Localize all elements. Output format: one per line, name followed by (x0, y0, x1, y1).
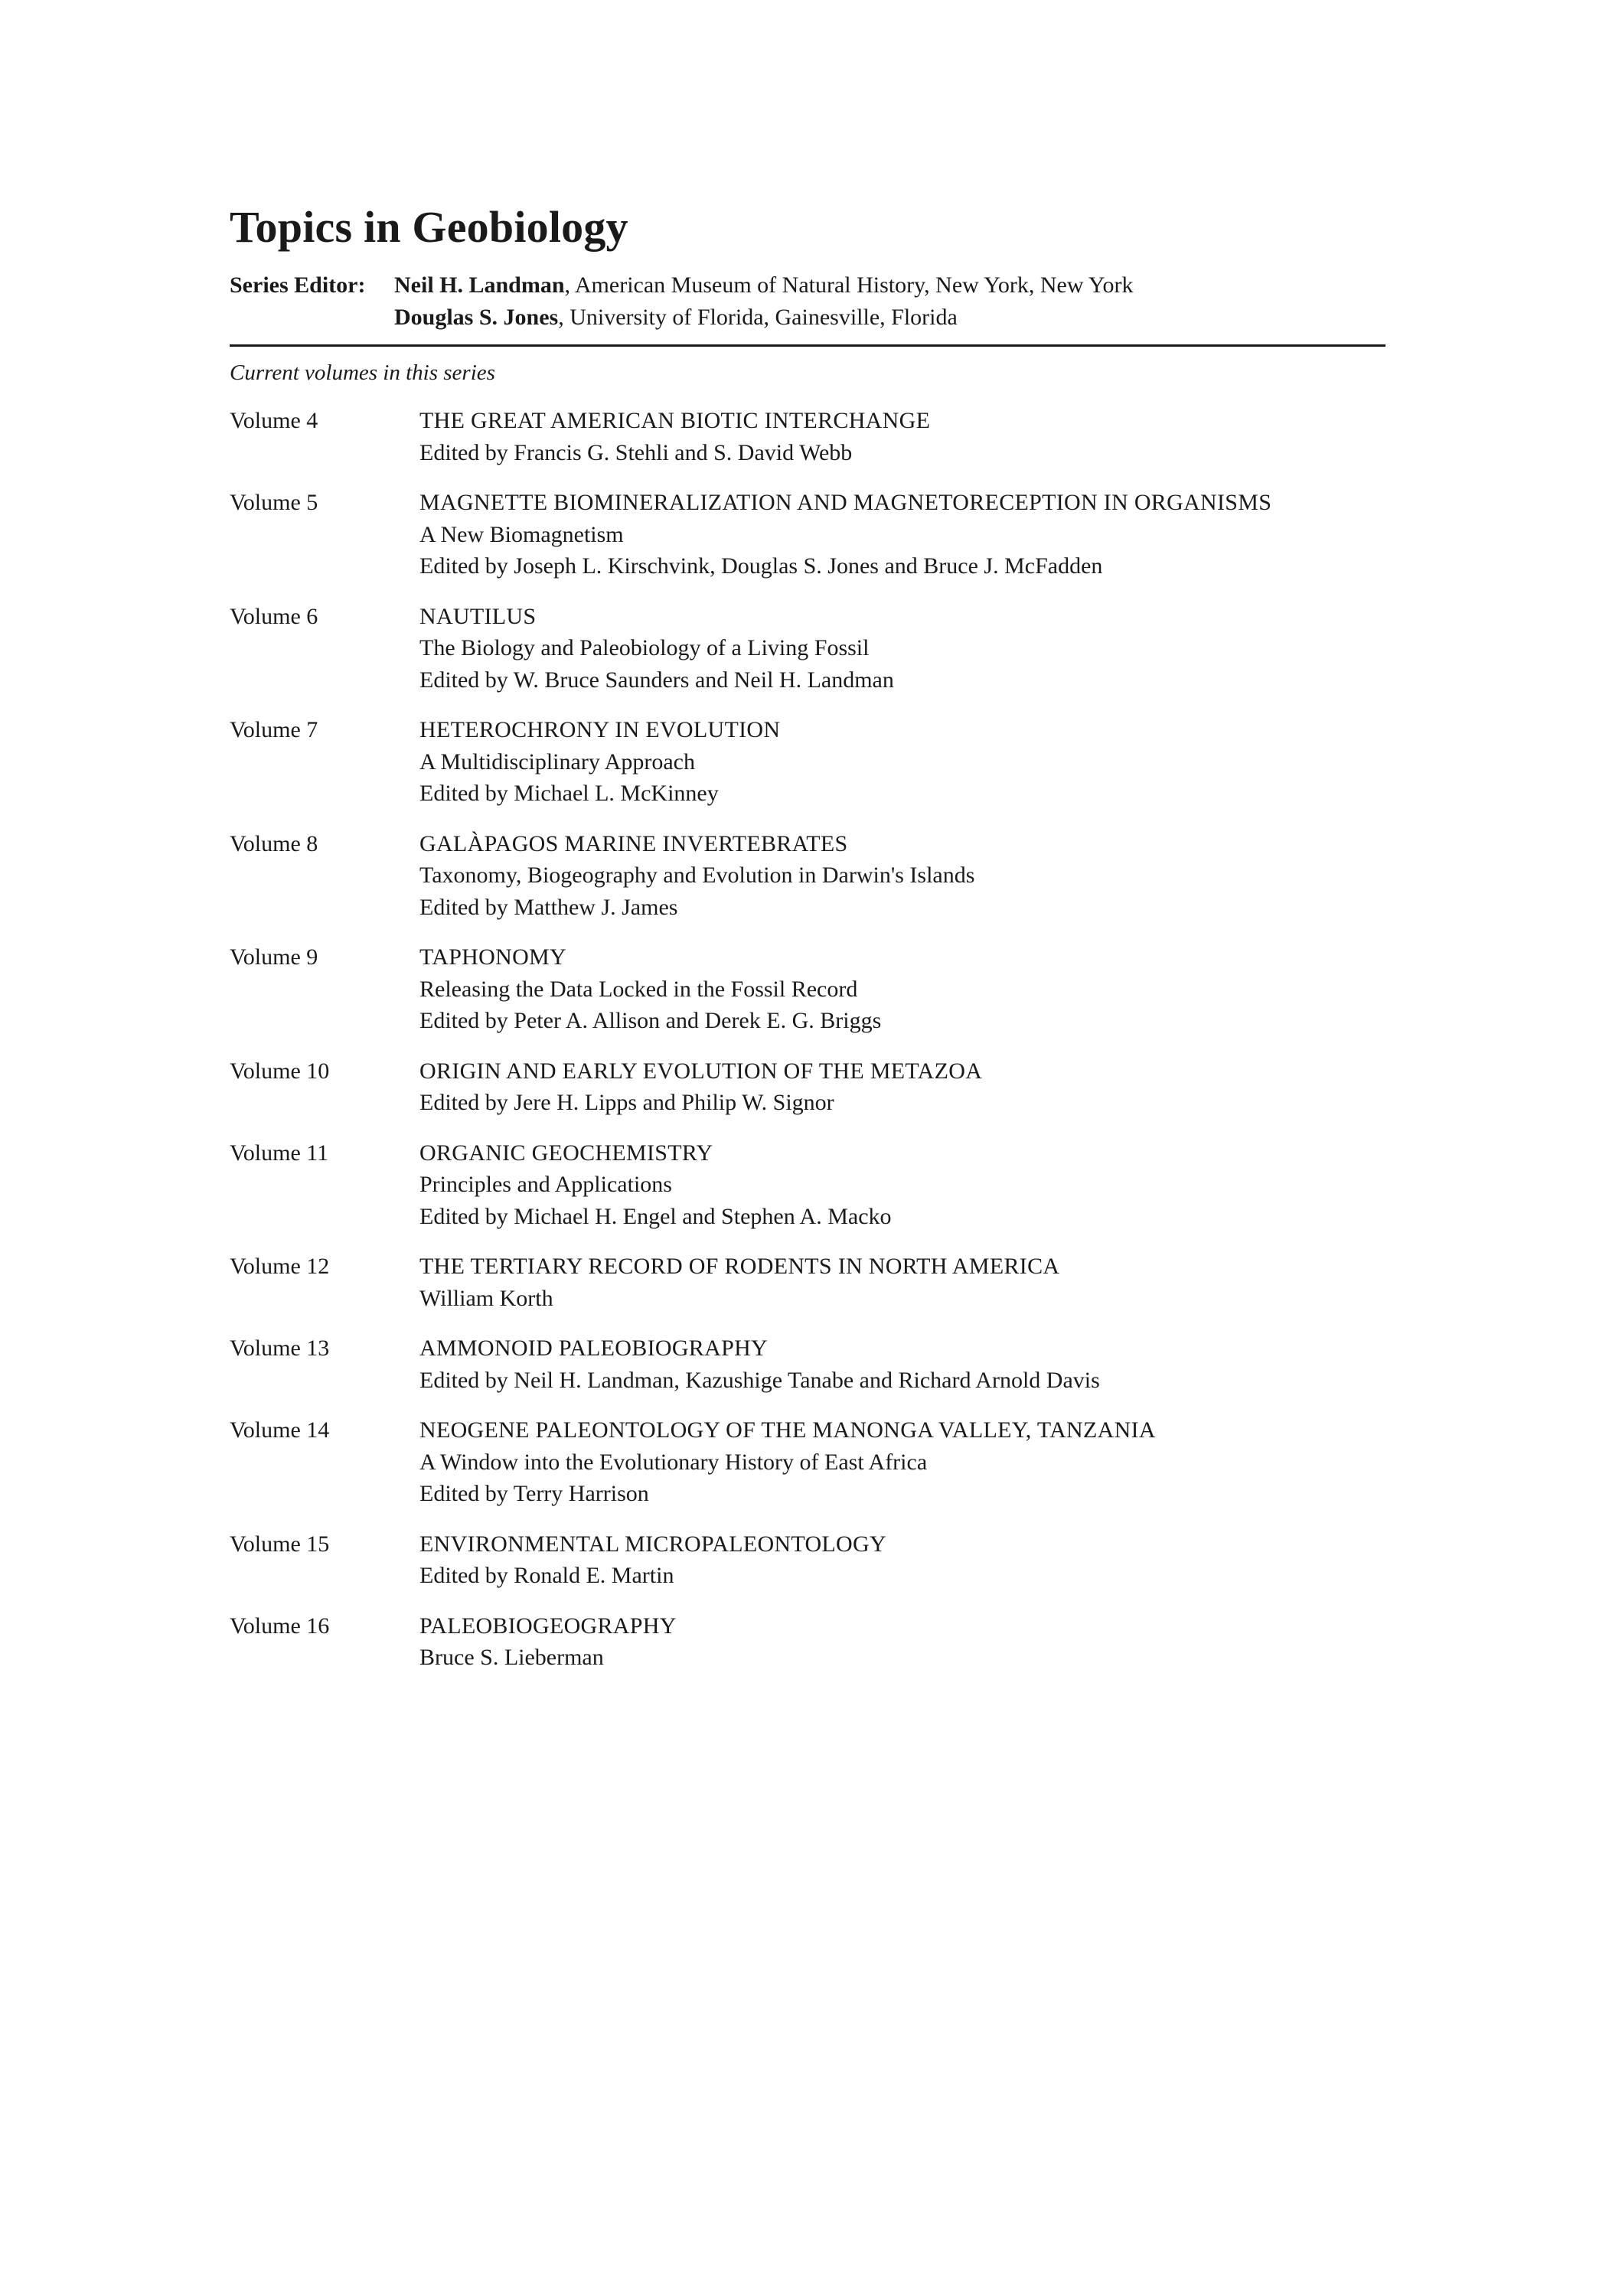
volume-details (419, 1251, 1385, 1314)
volume-details (419, 1332, 1385, 1396)
series-title: Topics in Geobiology (230, 202, 628, 252)
volume-number: Volume 16 (230, 1613, 330, 1639)
volume-details (419, 1528, 1385, 1592)
volume-entry (230, 1528, 1385, 1592)
volume-number: Volume 10 (230, 1058, 330, 1084)
volume-number: Volume 14 (230, 1417, 330, 1443)
volume-number: Volume 4 (230, 408, 318, 433)
volume-number: Volume 8 (230, 830, 318, 856)
volume-credit: Edited by Jere H. Lipps and Philip W. Signor (419, 1090, 834, 1115)
volume-credit: Edited by Joseph L. Kirschvink, Douglas S. Jones and Bruce J. McFadden (419, 553, 1103, 579)
volume-details (419, 1137, 1385, 1233)
volume-entry (230, 828, 1385, 924)
volume-entry (230, 601, 1385, 696)
volume-number: Volume 11 (230, 1140, 329, 1166)
volume-subtitle: Taxonomy, Biogeography and Evolution in Darwin's Islands (419, 863, 975, 888)
volume-credit: William Korth (419, 1285, 553, 1311)
volume-details (419, 1055, 1385, 1119)
volume-number: Volume 7 (230, 717, 318, 742)
editor-line-1 (230, 269, 1385, 302)
volume-title: THE TERTIARY RECORD OF RODENTS IN NORTH AMERICA (419, 1254, 1060, 1279)
series-editor-label: Series Editor: (230, 272, 366, 298)
volume-list (230, 405, 1385, 1674)
volume-entry (230, 1414, 1385, 1510)
volume-credit: Edited by Francis G. Stehli and S. David Webb (419, 439, 853, 465)
volume-credit: Edited by Peter A. Allison and Derek E. G. Briggs (419, 1008, 882, 1033)
volume-number: Volume 12 (230, 1254, 330, 1279)
editor-name: Neil H. Landman (394, 272, 565, 298)
volume-entry (230, 714, 1385, 810)
volume-subtitle: Releasing the Data Locked in the Fossil Record (419, 976, 858, 1002)
volume-title: THE GREAT AMERICAN BIOTIC INTERCHANGE (419, 408, 931, 433)
volume-entry (230, 941, 1385, 1037)
volume-subtitle: The Biology and Paleobiology of a Living Fossil (419, 635, 870, 660)
volume-credit: Edited by Terry Harrison (419, 1481, 649, 1506)
volume-entry (230, 1137, 1385, 1233)
editor-line-2 (230, 302, 1385, 334)
volume-details (419, 1414, 1385, 1510)
volume-credit: Edited by Matthew J. James (419, 894, 678, 920)
volume-subtitle: A New Biomagnetism (419, 521, 624, 547)
volume-title: HETEROCHRONY IN EVOLUTION (419, 717, 781, 742)
series-page (230, 202, 1385, 1692)
volume-entry (230, 1251, 1385, 1314)
volume-title: GALÀPAGOS MARINE INVERTEBRATES (419, 830, 848, 856)
volume-details (419, 828, 1385, 924)
series-editors (230, 269, 1385, 334)
volume-title: ENVIRONMENTAL MICROPALEONTOLOGY (419, 1531, 886, 1557)
volume-entry (230, 405, 1385, 468)
current-volumes-caption: Current volumes in this series (230, 360, 495, 385)
divider-rule (230, 344, 1385, 347)
volume-number: Volume 9 (230, 944, 318, 970)
volume-title: ORIGIN AND EARLY EVOLUTION OF THE METAZOA (419, 1058, 983, 1084)
volume-number: Volume 6 (230, 603, 318, 629)
volume-credit: Edited by Michael L. McKinney (419, 781, 719, 806)
volume-entry (230, 1332, 1385, 1396)
volume-subtitle: Principles and Applications (419, 1172, 672, 1197)
volume-details (419, 601, 1385, 696)
volume-entry (230, 1610, 1385, 1674)
volume-subtitle: A Multidisciplinary Approach (419, 748, 695, 775)
volume-credit: Bruce S. Lieberman (419, 1645, 604, 1670)
volume-credit: Edited by Michael H. Engel and Stephen A. Macko (419, 1203, 892, 1229)
editor-affiliation: , University of Florida, Gainesville, Florida (558, 305, 958, 330)
volume-title: TAPHONOMY (419, 944, 566, 970)
volume-title: NEOGENE PALEONTOLOGY OF THE MANONGA VALLEY, TANZANIA (419, 1417, 1156, 1443)
editor-label-spacer (230, 302, 394, 334)
volume-details (419, 487, 1385, 582)
editor-name: Douglas S. Jones (394, 305, 559, 330)
volume-title: NAUTILUS (419, 603, 537, 629)
volume-entry (230, 487, 1385, 582)
editor-affiliation: , American Museum of Natural History, New York, New York (564, 272, 1134, 298)
volume-entry (230, 1055, 1385, 1119)
volume-details (419, 1610, 1385, 1674)
volume-credit: Edited by Ronald E. Martin (419, 1563, 674, 1588)
volume-title: MAGNETTE BIOMINERALIZATION AND MAGNETORECEPTION IN ORGANISMS (419, 490, 1272, 515)
volume-title: PALEOBIOGEOGRAPHY (419, 1613, 677, 1639)
volume-details (419, 941, 1385, 1037)
volume-subtitle: A Window into the Evolutionary History of East Africa (419, 1449, 928, 1475)
volume-number: Volume 13 (230, 1336, 330, 1361)
editor-entry (394, 269, 1134, 302)
volume-details (419, 714, 1385, 810)
volume-title: AMMONOID PALEOBIOGRAPHY (419, 1336, 768, 1361)
editor-entry (394, 302, 958, 334)
volume-title: ORGANIC GEOCHEMISTRY (419, 1140, 713, 1166)
volume-credit: Edited by W. Bruce Saunders and Neil H. Landman (419, 667, 894, 693)
volume-credit: Edited by Neil H. Landman, Kazushige Tanabe and Richard Arnold Davis (419, 1367, 1100, 1393)
volume-details (419, 405, 1385, 468)
volume-number: Volume 15 (230, 1531, 330, 1557)
volume-number: Volume 5 (230, 490, 318, 515)
